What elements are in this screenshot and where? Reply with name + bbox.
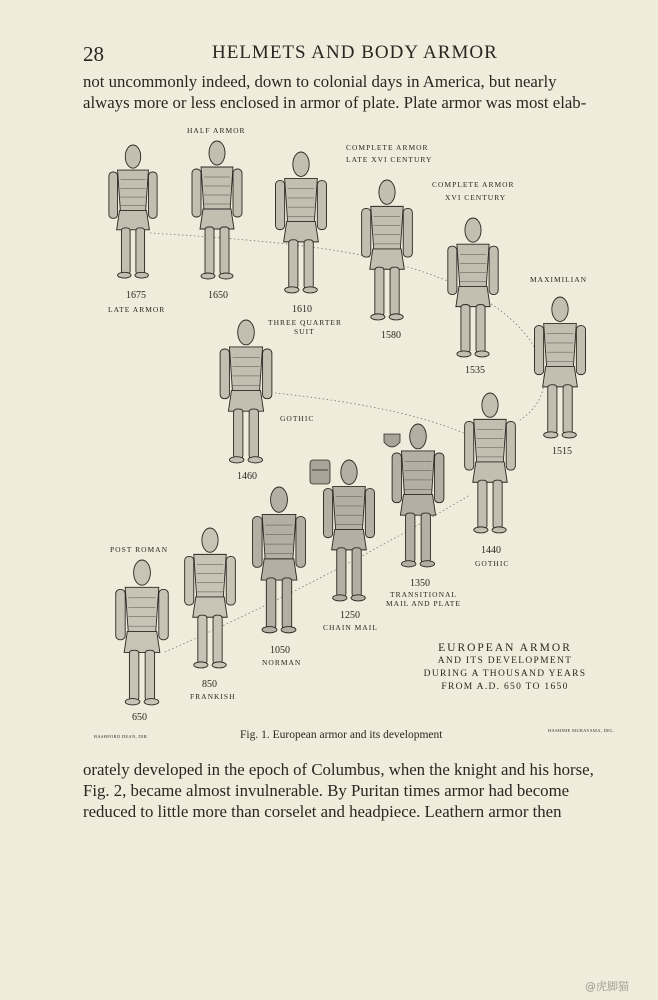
running-head: HELMETS AND BODY ARMOR	[212, 42, 498, 63]
label-transitional-mail-plate: MAIL AND PLATE	[386, 599, 461, 608]
year-label: 1515	[552, 446, 572, 457]
label-complete-armor-xvi: COMPLETE ARMOR	[432, 180, 515, 189]
knight-figure-1460	[220, 320, 272, 463]
credit-right: HASHIME MURAYAMA, DEL.	[548, 728, 615, 733]
year-label: 1050	[270, 645, 290, 656]
year-label: 1440	[481, 545, 501, 556]
label-three-quarter: THREE QUARTER	[268, 318, 343, 327]
figure-caption: Fig. 1. European armor and its development	[240, 729, 443, 741]
year-label: 1675	[126, 290, 146, 301]
label-gothic-1460: GOTHIC	[280, 414, 315, 423]
year-label: 1460	[237, 471, 257, 482]
label-chain-mail: CHAIN MAIL	[323, 623, 378, 632]
label-complete-armor-late: COMPLETE ARMOR	[346, 143, 429, 152]
figure-legend	[405, 642, 605, 694]
knight-figure-1580	[362, 180, 413, 320]
knight-figure-1535	[448, 218, 498, 357]
body-text-line: always more or less enclosed in armor of plate. Plate armor was most elab-	[83, 93, 587, 112]
body-text-line: Fig. 2, became almost invulnerable. By Puritan times armor had become	[83, 781, 570, 800]
label-maximilian: MAXIMILIAN	[530, 275, 588, 284]
page-number: 28	[83, 42, 104, 66]
knight-figure-1350	[392, 424, 444, 567]
label-norman: NORMAN	[262, 658, 302, 667]
knight-figure-1675	[109, 145, 157, 278]
year-label: 850	[202, 679, 217, 690]
knight-figure-1610	[275, 152, 326, 293]
year-label: 650	[132, 712, 147, 723]
label-complete-armor-xvi-century: XVI CENTURY	[445, 193, 507, 202]
label-complete-armor-late-century: LATE XVI CENTURY	[346, 155, 433, 164]
legend-line: FROM A.D. 650 TO 1650	[441, 682, 569, 692]
label-half-armor: HALF ARMOR	[187, 126, 246, 135]
credit-left: BASHFORD DEAN, DIR.	[94, 734, 149, 739]
label-post-roman: POST ROMAN	[110, 545, 168, 554]
label-frankish: FRANKISH	[190, 692, 236, 701]
year-label: 1250	[340, 610, 360, 621]
year-label: 1610	[292, 304, 312, 315]
label-late-armor: LATE ARMOR	[108, 305, 166, 314]
year-label: 1535	[465, 365, 485, 376]
label-transitional: TRANSITIONAL	[390, 590, 457, 599]
legend-line: EUROPEAN ARMOR	[438, 642, 572, 654]
knight-figure-1515	[534, 297, 585, 438]
knight-figure-650	[116, 560, 169, 705]
knight-figure-1250	[323, 460, 374, 601]
label-gothic-1440: GOTHIC	[475, 559, 510, 568]
heraldic-shield-icon	[384, 434, 400, 447]
year-label: 1650	[208, 290, 228, 301]
body-text-line: not uncommonly indeed, down to colonial days in America, but nearly	[83, 72, 557, 91]
knight-figure-850	[185, 528, 236, 668]
knight-figure-1440	[465, 393, 516, 533]
legend-line: AND ITS DEVELOPMENT	[437, 656, 573, 666]
body-text-line: reduced to little more than corselet and headpiece. Leathern armor then	[83, 802, 562, 821]
year-label: 1580	[381, 330, 401, 341]
watermark: @虎脚猫	[585, 980, 629, 993]
year-label: 1350	[410, 578, 430, 589]
knight-figure-1050	[253, 487, 306, 633]
body-text-line: orately developed in the epoch of Columbus, when the knight and his horse,	[83, 760, 594, 779]
knight-figure-1650	[192, 141, 242, 279]
legend-line: DURING A THOUSAND YEARS	[423, 669, 587, 679]
helmet-icon	[310, 460, 330, 484]
label-three-quarter-suit: SUIT	[294, 327, 315, 336]
